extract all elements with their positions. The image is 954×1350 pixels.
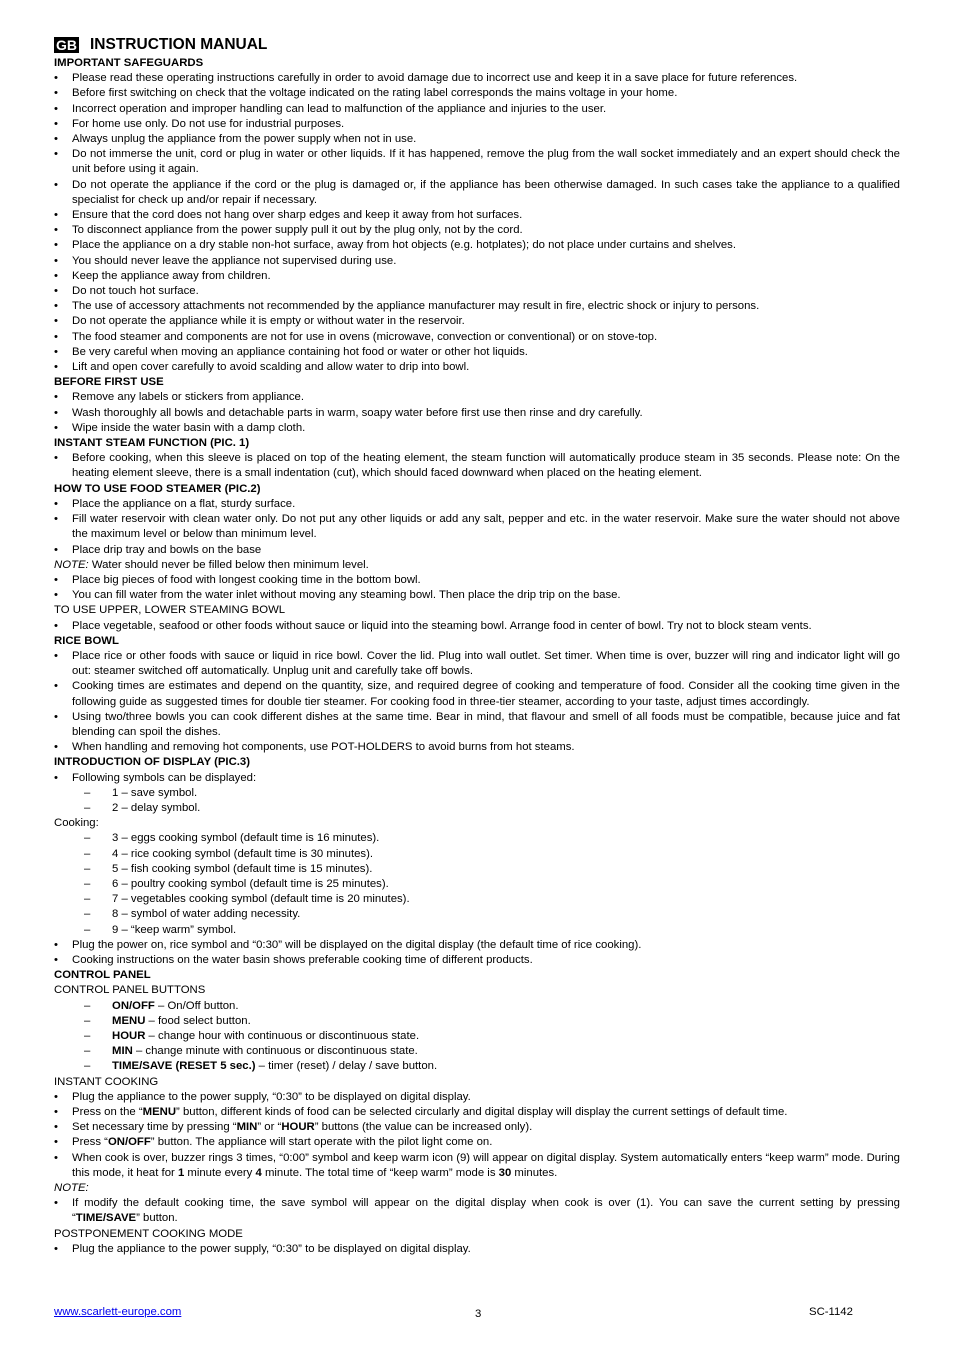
bullet-marker: •	[54, 72, 58, 85]
dash-marker: –	[84, 908, 91, 921]
bullet-marker: •	[54, 1242, 58, 1255]
note-text: Water should never be filled below then minimum level.	[88, 558, 369, 571]
button-description: – change minute with continuous or discontinuous state.	[132, 1045, 418, 1058]
bullet-text: The food steamer and components are not for use in ovens (microwave, convection or conventional) or on stove-top.	[72, 330, 658, 343]
text-run: ” or “	[257, 1121, 282, 1134]
bullet-text: Plug the appliance to the power supply, “0:30” to be displayed on digital display.	[72, 1242, 471, 1255]
bullet-marker: •	[54, 741, 58, 754]
bullet-text: The use of accessory attachments not recommended by the appliance manufacturer may result in fire, electric shock or injury to persons.	[72, 300, 760, 313]
bullet-marker: •	[54, 680, 58, 693]
bullet-marker: •	[54, 573, 58, 586]
dash-marker: –	[84, 1045, 91, 1058]
dash-marker: –	[84, 832, 91, 845]
bullet-marker: •	[54, 619, 58, 632]
dash-item	[54, 907, 900, 922]
bullet-item	[54, 208, 900, 223]
bullet-marker: •	[54, 1151, 58, 1164]
bullet-text: Keep the appliance away from children.	[72, 269, 271, 282]
dash-text	[112, 999, 900, 1014]
bullet-item	[54, 679, 900, 709]
subheading-text: Cooking:	[54, 817, 99, 830]
bullet-item	[54, 953, 900, 968]
bullet-item	[54, 330, 900, 345]
bullet-marker: •	[54, 239, 58, 252]
dash-text	[112, 1044, 900, 1059]
bullet-marker: •	[54, 1136, 58, 1149]
bullet-text: Always unplug the appliance from the power supply when not in use.	[72, 133, 417, 146]
section-heading: IMPORTANT SAFEGUARDS	[54, 57, 204, 69]
bullet-marker: •	[54, 391, 58, 404]
bold-term: MIN	[236, 1121, 258, 1134]
subheading-text: TO USE UPPER, LOWER STEAMING BOWL	[54, 604, 286, 617]
bullet-text: Incorrect operation and improper handling can lead to malfunction of the appliance and injuries to the user.	[72, 102, 607, 115]
subheading-text: CONTROL PANEL BUTTONS	[54, 984, 206, 997]
bullet-item	[54, 406, 900, 421]
bullet-marker: •	[54, 1197, 58, 1210]
note-label: NOTE:	[54, 558, 89, 571]
bullet-text: Cooking times are estimates and depend on the quantity, size, and required degree of cooking and temperature of food. Consider all the cooking time given in the following guide as suggested times for double tier steamer. For cooking food in three-tier steamer, according to your taste, adjust times accordingly.	[72, 680, 900, 708]
bullet-item	[54, 132, 900, 147]
bullet-marker: •	[54, 771, 58, 784]
dash-text	[112, 1059, 900, 1074]
bullet-item	[54, 1151, 900, 1181]
bullet-item	[54, 147, 900, 177]
button-name: HOUR	[112, 1030, 146, 1042]
dash-marker: –	[84, 847, 91, 860]
bullet-marker: •	[54, 87, 58, 100]
bullet-text	[72, 1120, 900, 1135]
dash-text	[112, 1029, 900, 1044]
bullet-marker: •	[54, 345, 58, 358]
bullet-item	[54, 451, 900, 481]
bold-term: TIME/SAVE	[75, 1212, 137, 1225]
dash-marker: –	[84, 923, 91, 936]
bullet-text	[72, 1135, 900, 1150]
bullet-text: Do not operate the appliance if the cord or the plug is damaged or, if the appliance has been otherwise damaged. In such cases take the appliance to a qualified specialist for check up and/or repair if necessary.	[72, 178, 900, 206]
bullet-text: Wash thoroughly all bowls and detachable parts in warm, soapy water before first use then rinse and dry carefully.	[72, 406, 643, 419]
bullet-item	[54, 71, 900, 86]
bullet-item	[54, 284, 900, 299]
bullet-item	[54, 771, 900, 786]
dash-marker: –	[84, 862, 91, 875]
bullet-marker: •	[54, 133, 58, 146]
manual-content	[54, 56, 900, 1257]
bullet-item	[54, 710, 900, 740]
bullet-marker: •	[54, 1121, 58, 1134]
bold-term: 1	[177, 1166, 185, 1179]
bullet-text: Place drip tray and bowls on the base	[72, 543, 262, 556]
bullet-item	[54, 269, 900, 284]
bullet-text: Fill water reservoir with clean water only. Do not put any other liquids or add any salt, pepper and etc. in the water reservoir. Make sure the water should not above the maximum level or below than minimum level.	[72, 513, 900, 541]
bullet-text: When handling and removing hot components, use POT-HOLDERS to avoid burns from hot steams.	[72, 741, 575, 754]
dash-item	[54, 786, 900, 801]
dash-marker: –	[84, 801, 91, 814]
bold-term: ON/OFF	[107, 1136, 151, 1149]
dash-text: 5 – fish cooking symbol (default time is 15 minutes).	[112, 862, 373, 875]
dash-text: 3 – eggs cooking symbol (default time is 16 minutes).	[112, 832, 380, 845]
dash-text: 8 – symbol of water adding necessity.	[112, 908, 301, 921]
manual-page	[54, 35, 900, 1257]
model-number: SC-1142	[809, 1306, 853, 1318]
section-heading: BEFORE FIRST USE	[54, 376, 164, 389]
bullet-item	[54, 588, 900, 603]
bullet-marker: •	[54, 649, 58, 662]
bullet-item	[54, 254, 900, 269]
text-run: When cook is over, buzzer rings 3 times, “0:00” symbol and keep warm icon (9) will appear on digital display. System automatically enters “keep warm” mode. During this mode, it heat for	[72, 1151, 900, 1179]
dash-item	[54, 1044, 900, 1059]
dash-item	[54, 847, 900, 862]
bullet-item	[54, 390, 900, 405]
text-run: minute every	[184, 1166, 256, 1179]
bullet-item	[54, 314, 900, 329]
bold-term: 30	[498, 1166, 512, 1179]
dash-text: 7 – vegetables cooking symbol (default time is 20 minutes).	[112, 893, 410, 906]
bullet-text	[72, 1105, 900, 1120]
bullet-marker: •	[54, 421, 58, 434]
bullet-marker: •	[54, 209, 58, 222]
bullet-text	[72, 1196, 900, 1226]
dash-text	[112, 1014, 900, 1029]
text-run: Set necessary time by pressing “	[72, 1121, 237, 1134]
bullet-text: Cooking instructions on the water basin shows preferable cooking time of different products.	[72, 953, 533, 966]
section-heading: HOW TO USE FOOD STEAMER (PIC.2)	[54, 482, 261, 495]
dash-item	[54, 923, 900, 938]
bullet-text: Place rice or other foods with sauce or liquid in rice bowl. Cover the lid. Plug into wall outlet. Set timer. When time is over, buzzer will ring and indicator light will go out: steamer switched off automatically. Unplug unit and carefully take off bowls.	[72, 649, 900, 678]
bullet-item	[54, 1242, 900, 1257]
bullet-text: Place big pieces of food with longest cooking time in the bottom bowl.	[72, 573, 421, 586]
bullet-marker: •	[54, 938, 58, 951]
bullet-text: Be very careful when moving an appliance containing hot food or water or other hot liquids.	[72, 345, 528, 358]
dash-marker: –	[84, 1014, 91, 1027]
bullet-marker: •	[54, 254, 58, 267]
bullet-item	[54, 345, 900, 360]
bullet-text: Place the appliance on a dry stable non-hot surface, away from hot objects (e.g. hotplates); do not place under curtains and shelves.	[72, 239, 737, 252]
bullet-item	[54, 117, 900, 132]
dash-text: 9 – “keep warm” symbol.	[112, 923, 237, 936]
section-heading: INTRODUCTION OF DISPLAY (PIC.3)	[54, 756, 251, 769]
bullet-marker: •	[54, 589, 58, 602]
bullet-marker: •	[54, 953, 58, 966]
text-run: ” button, different kinds of food can be selected circularly and digital display will display the current settings of default time.	[176, 1106, 788, 1119]
dash-text: 2 – delay symbol.	[112, 801, 201, 814]
bullet-text: Do not operate the appliance while it is empty or without water in the reservoir.	[72, 315, 465, 328]
page-number: 3	[475, 1308, 482, 1320]
bullet-item	[54, 1120, 900, 1135]
button-description: – food select button.	[145, 1014, 251, 1027]
text-run: ” button.	[136, 1212, 178, 1225]
bullet-item	[54, 86, 900, 101]
section-heading: RICE BOWL	[54, 634, 119, 647]
bullet-item	[54, 223, 900, 238]
bullet-text: For home use only. Do not use for industrial purposes.	[72, 117, 345, 130]
bullet-text: Plug the power on, rice symbol and “0:30” will be displayed on the digital display (the default time of rice cooking).	[72, 938, 642, 951]
dash-marker: –	[84, 1060, 91, 1073]
bullet-text: Place vegetable, seafood or other foods without sauce or liquid into the steaming bowl. Arrange food in center of bowl. Try not to block steam vents.	[72, 619, 812, 632]
bold-term: MENU	[142, 1106, 177, 1119]
bullet-marker: •	[54, 543, 58, 556]
bullet-text: Plug the appliance to the power supply, “0:30” to be displayed on digital display.	[72, 1090, 471, 1103]
page-title: INSTRUCTION MANUAL	[90, 36, 268, 53]
bullet-item	[54, 1196, 900, 1226]
button-description: – On/Off button.	[154, 999, 239, 1012]
bullet-item	[54, 938, 900, 953]
page-footer	[54, 1306, 900, 1326]
text-run: minute. The total time of “keep warm” mode is	[261, 1166, 499, 1179]
bullet-marker: •	[54, 1090, 58, 1103]
bullet-marker: •	[54, 224, 58, 237]
bullet-text: Remove any labels or stickers from appliance.	[72, 391, 305, 404]
bullet-item	[54, 178, 900, 208]
bullet-text: You should never leave the appliance not supervised during use.	[72, 254, 397, 267]
bullet-text: Ensure that the cord does not hang over sharp edges and keep it away from hot surfaces.	[72, 209, 523, 222]
text-run: Press on the “	[72, 1106, 143, 1119]
bullet-item	[54, 512, 900, 542]
button-name: ON/OFF	[112, 999, 155, 1012]
bullet-text: Do not touch hot surface.	[72, 285, 199, 298]
dash-item	[54, 892, 900, 907]
note-label: NOTE:	[54, 1182, 89, 1195]
bullet-text	[72, 1151, 900, 1181]
title-row	[54, 35, 900, 55]
dash-marker: –	[84, 877, 91, 890]
dash-text: 1 – save symbol.	[112, 786, 198, 799]
bullet-item	[54, 421, 900, 436]
bullet-marker: •	[54, 361, 58, 374]
dash-item	[54, 1059, 900, 1074]
bullet-text: Please read these operating instructions carefully in order to avoid damage due to incorrect use and keep it in a save place for future references.	[72, 72, 798, 85]
button-name: MIN	[112, 1045, 133, 1058]
bullet-text: Place the appliance on a flat, sturdy surface.	[72, 497, 296, 510]
bullet-marker: •	[54, 285, 58, 298]
bullet-marker: •	[54, 710, 58, 723]
dash-marker: –	[84, 786, 91, 799]
bullet-item	[54, 619, 900, 634]
subheading-text: POSTPONEMENT COOKING MODE	[54, 1227, 243, 1240]
section-heading: CONTROL PANEL	[54, 969, 151, 982]
note-line	[54, 558, 900, 573]
bullet-marker: •	[54, 148, 58, 161]
bullet-text: You can fill water from the water inlet without moving any steaming bowl. Then place the drip trip on the base.	[72, 589, 621, 602]
bullet-marker: •	[54, 406, 58, 419]
bullet-text: Following symbols can be displayed:	[72, 771, 257, 784]
dash-item	[54, 831, 900, 846]
button-description: – change hour with continuous or discontinuous state.	[145, 1030, 420, 1042]
bold-term: 4	[255, 1166, 262, 1179]
bullet-item	[54, 299, 900, 314]
section-heading: INSTANT STEAM FUNCTION (PIC. 1)	[54, 437, 250, 450]
language-badge: GB	[56, 37, 77, 53]
dash-text: 6 – poultry cooking symbol (default time is 25 minutes).	[112, 877, 389, 890]
button-description: – timer (reset) / delay / save button.	[255, 1060, 438, 1073]
bullet-marker: •	[54, 102, 58, 115]
bullet-marker: •	[54, 513, 58, 526]
bullet-item	[54, 1090, 900, 1105]
bullet-marker: •	[54, 497, 58, 510]
bullet-item	[54, 740, 900, 755]
bullet-item	[54, 1105, 900, 1120]
bullet-marker: •	[54, 300, 58, 313]
bullet-text: Using two/three bowls you can cook different dishes at the same time. Bear in mind, that flavour and smell of all foods must be compatible, because juice and fat blending can spoil the dishes.	[72, 710, 900, 738]
dash-item	[54, 1014, 900, 1029]
button-name: TIME/SAVE (RESET 5 sec.)	[112, 1060, 256, 1073]
bullet-text: Before first switching on check that the voltage indicated on the rating label corresponds the mains voltage in your home.	[72, 87, 678, 100]
dash-item	[54, 877, 900, 892]
text-run: If modify the default cooking time, the save symbol will appear on the digital display when cook is over (1). You can save the current setting by pressing “	[72, 1197, 900, 1225]
bullet-text: Wipe inside the water basin with a damp cloth.	[72, 421, 306, 434]
dash-marker: –	[84, 999, 91, 1012]
bullet-marker: •	[54, 315, 58, 328]
bullet-item	[54, 238, 900, 253]
bullet-marker: •	[54, 1106, 58, 1119]
text-run: ” button. The appliance will start operate with the pilot light come on.	[150, 1136, 493, 1149]
dash-text: 4 – rice cooking symbol (default time is 30 minutes).	[112, 847, 374, 860]
bullet-text: Before cooking, when this sleeve is placed on top of the heating element, the steam function will automatically produce steam in 35 seconds. Please note: On the heating element sleeve, there is a small indentation (cut), which should faced downward when placed on the heating element.	[72, 452, 900, 480]
text-run: ” buttons (the value can be increased only).	[314, 1121, 533, 1134]
dash-item	[54, 801, 900, 816]
bullet-text: To disconnect appliance from the power supply pull it out by the plug only, not by the cord.	[72, 224, 523, 237]
bullet-text: Do not immerse the unit, cord or plug in water or other liquids. If it has happened, remove the plug from the wall socket immediately and an expert should check the unit before using it again.	[72, 148, 900, 176]
bullet-item	[54, 360, 900, 375]
bullet-item	[54, 497, 900, 512]
bullet-item	[54, 543, 900, 558]
bullet-item	[54, 1135, 900, 1150]
subheading-text: INSTANT COOKING	[54, 1075, 159, 1088]
bullet-marker: •	[54, 330, 58, 343]
website-link[interactable]: www.scarlett-europe.com	[54, 1306, 182, 1318]
text-run: minutes.	[511, 1166, 558, 1179]
bullet-text: Lift and open cover carefully to avoid scalding and allow water to drip into bowl.	[72, 361, 470, 374]
bullet-item	[54, 102, 900, 117]
bullet-marker: •	[54, 452, 58, 465]
dash-item	[54, 1029, 900, 1044]
bold-term: HOUR	[281, 1121, 315, 1134]
bullet-marker: •	[54, 178, 58, 191]
button-name: MENU	[112, 1014, 146, 1027]
dash-item	[54, 862, 900, 877]
dash-marker: –	[84, 893, 91, 906]
text-run: Press “	[72, 1136, 108, 1149]
dash-marker: –	[84, 1030, 91, 1042]
bullet-item	[54, 649, 900, 679]
bullet-marker: •	[54, 117, 58, 130]
dash-item	[54, 999, 900, 1014]
bullet-marker: •	[54, 269, 58, 282]
bullet-item	[54, 573, 900, 588]
